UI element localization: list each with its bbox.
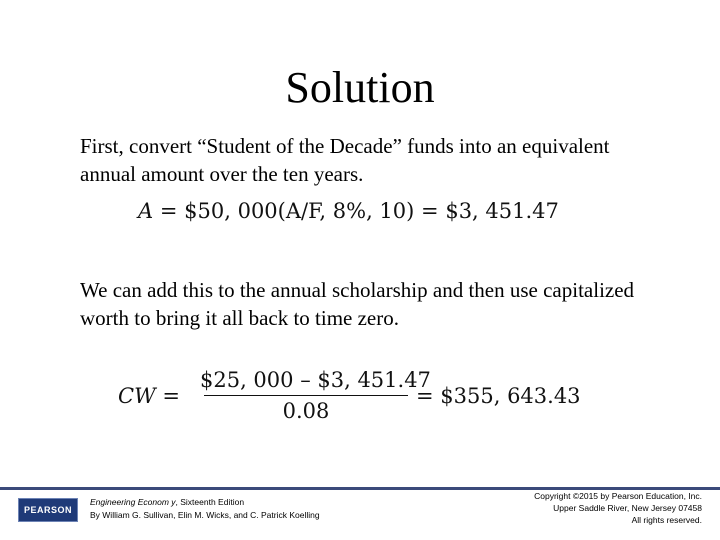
footer-book-info <box>90 496 320 522</box>
eq2-lhs <box>118 384 180 408</box>
eq2-result: = $355, 643.43 <box>416 384 581 408</box>
eq2-equals: = <box>162 384 180 408</box>
footer-authors: By William G. Sullivan, Elin M. Wicks, and C. Patrick Koelling <box>90 510 320 520</box>
eq2-numerator: $25, 000 – $3, 451.47 <box>200 368 431 392</box>
footer-title-line <box>90 496 320 509</box>
equation-annual-amount <box>138 199 559 223</box>
footer-copyright: Copyright ©2015 by Pearson Education, Inc. <box>534 491 702 501</box>
paragraph-convert: First, convert “Student of the Decade” funds into an equivalent annual amount over the ten years. <box>80 134 610 186</box>
eq1-expression: $50, 000(A/F, 8%, 10) <box>184 199 415 223</box>
eq2-fraction <box>200 368 431 423</box>
eq1-lhs-variable: A <box>138 199 154 223</box>
footer-edition: , Sixteenth Edition <box>175 497 245 507</box>
footer-address: Upper Saddle River, New Jersey 07458 <box>553 503 702 513</box>
slide-title: Solution <box>285 63 435 112</box>
eq1-equals-2: = <box>421 199 439 223</box>
pearson-logo: PEARSON <box>18 498 78 522</box>
footer-rights: All rights reserved. <box>631 515 702 525</box>
equation-capitalized-worth <box>118 368 588 428</box>
footer-copyright-block <box>534 490 702 526</box>
eq2-denominator: 0.08 <box>282 399 330 423</box>
eq1-equals: = <box>159 199 178 223</box>
footer-book-title: Engineering Econom y <box>90 497 176 507</box>
eq1-result: $3, 451.47 <box>445 199 559 223</box>
eq2-lhs-variable: CW <box>118 384 156 408</box>
paragraph-capitalized-worth: We can add this to the annual scholarship and then use capitalized worth to bring it all back to time zero. <box>80 278 635 330</box>
